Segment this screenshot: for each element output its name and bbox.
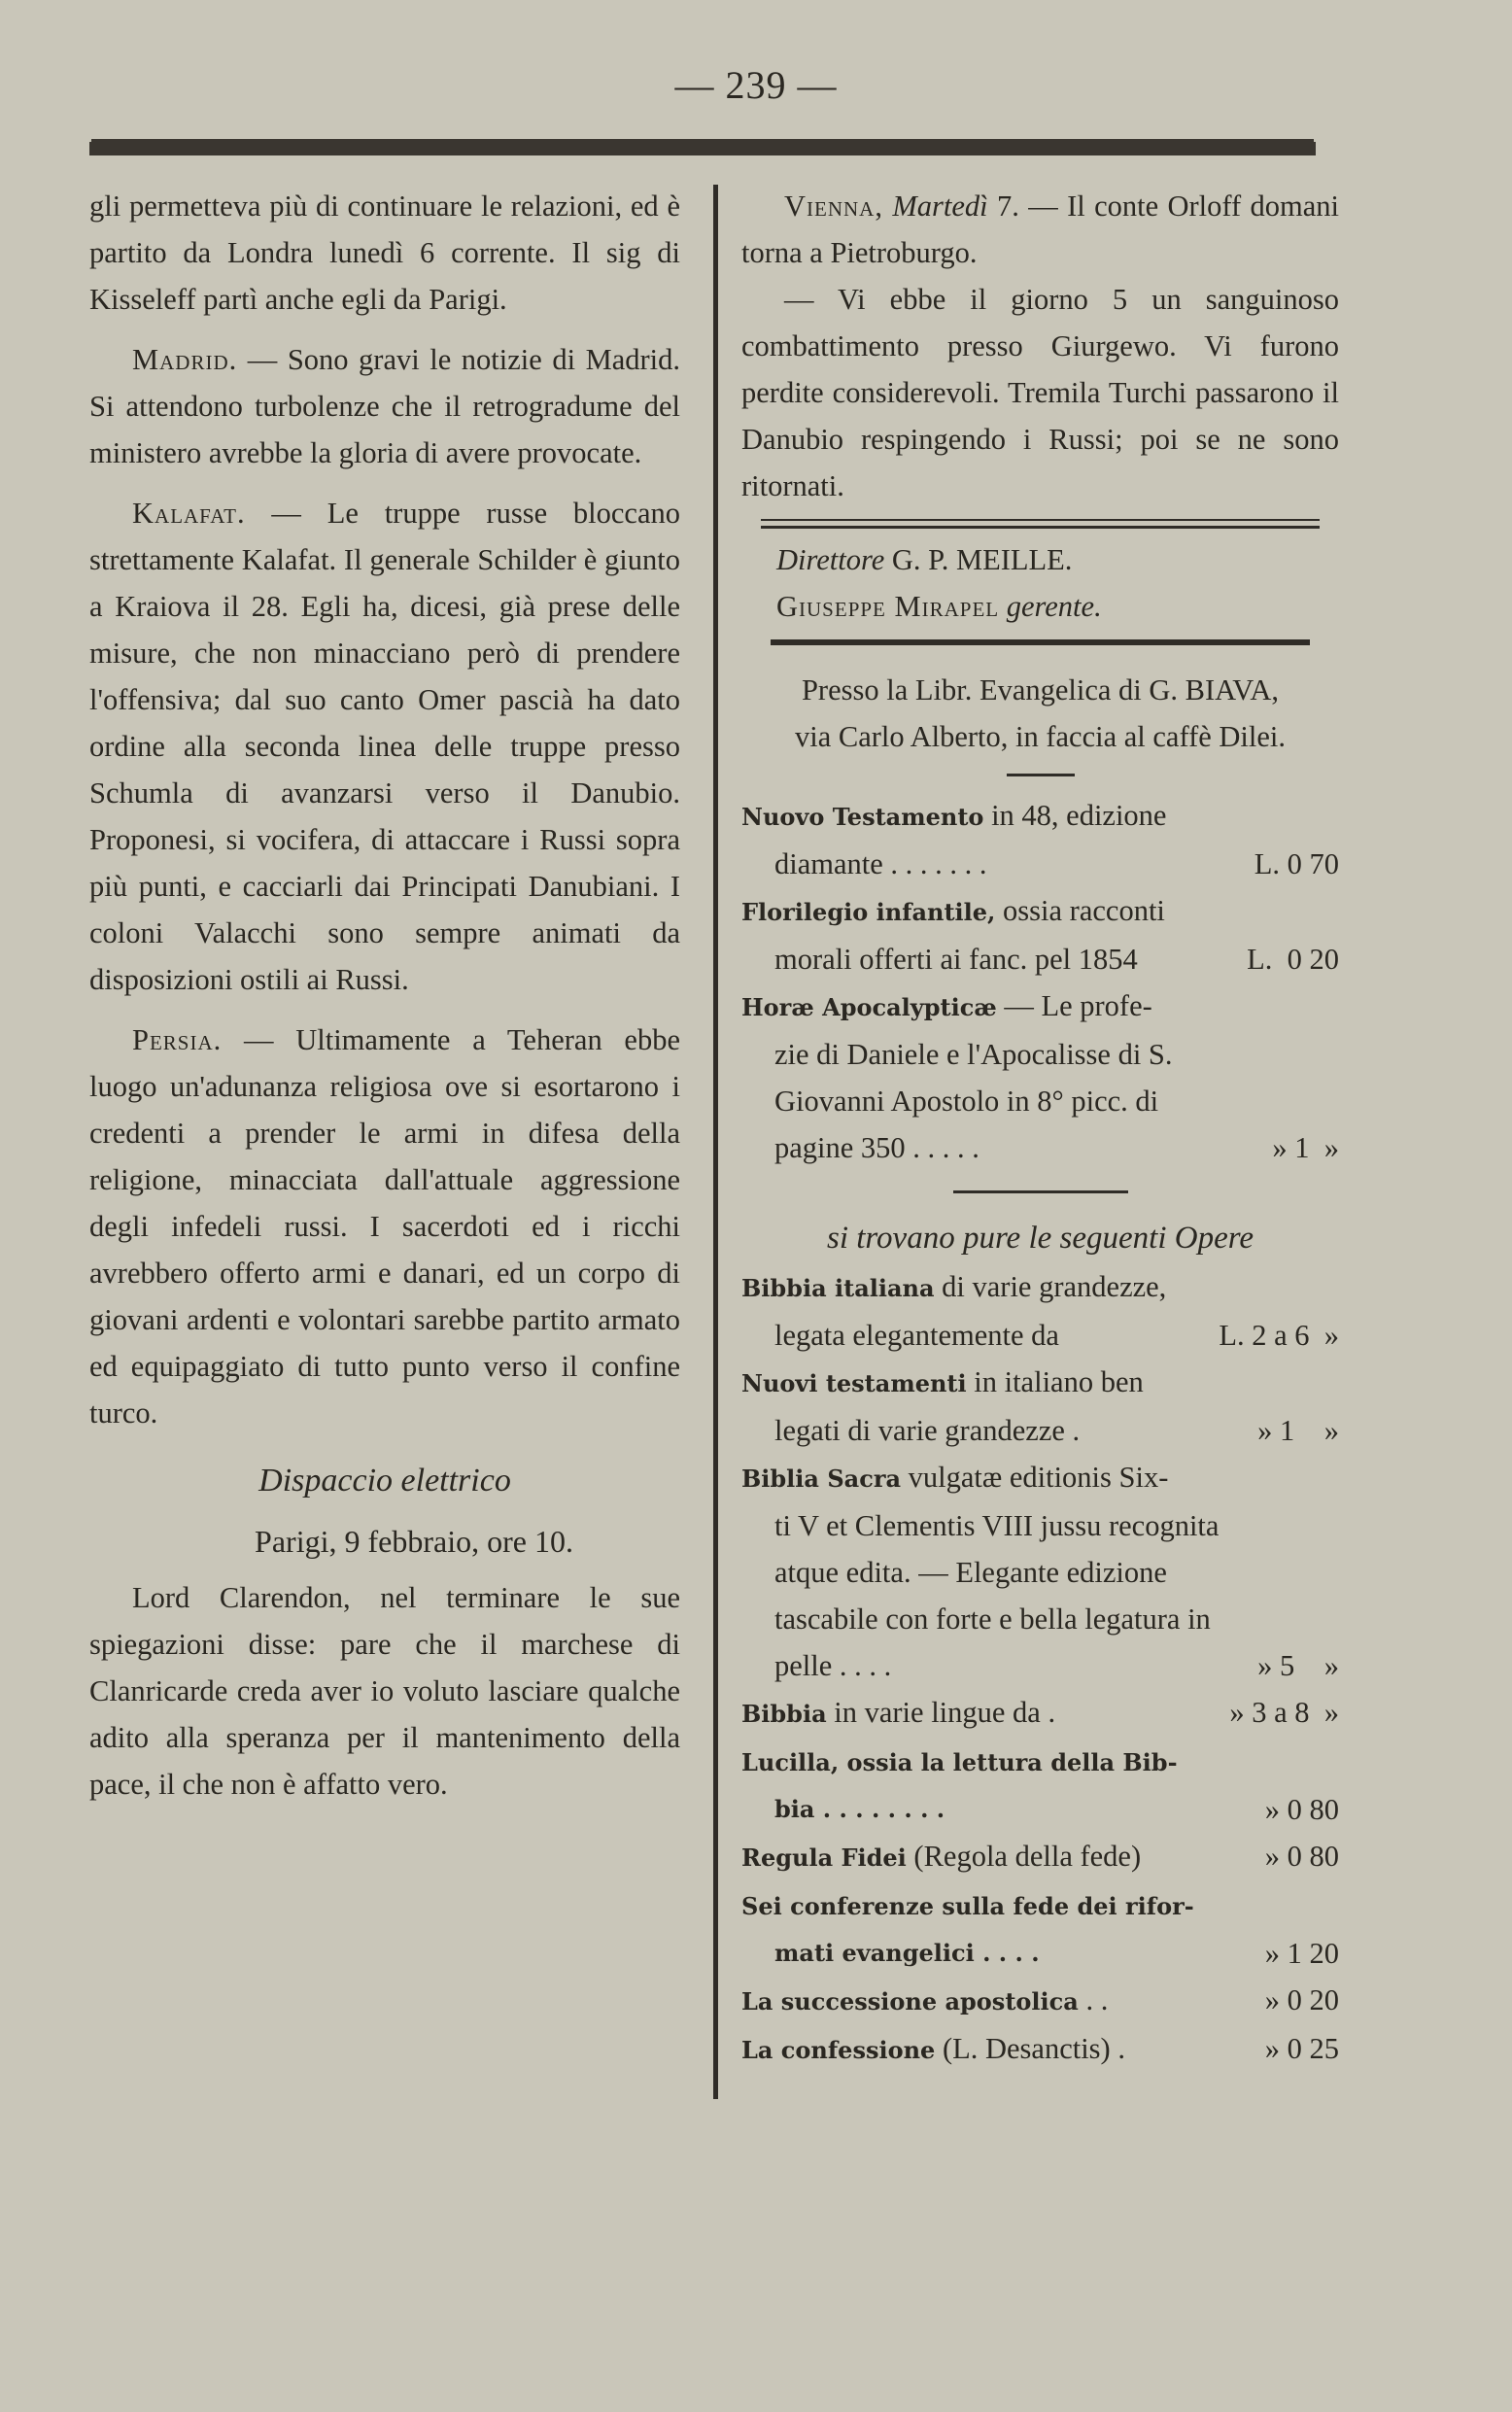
book-price: L. 0 70	[1254, 847, 1339, 880]
book-title: La successione apostolica	[741, 1987, 1079, 2016]
double-rule	[761, 519, 1320, 529]
book-entry	[741, 887, 1339, 982]
book-entry	[741, 1263, 1339, 1359]
book-detail: mati evangelici . . . .	[774, 1939, 1040, 1967]
book-price: » 0 80	[1264, 1793, 1339, 1826]
paragraph-persia	[89, 1016, 680, 1436]
bookshop-line-2: via Carlo Alberto, in faccia al caffè Dilei.	[794, 720, 1286, 753]
book-detail: morali offerti ai fanc. pel 1854	[774, 943, 1138, 976]
book-title: La confessione	[741, 2036, 936, 2064]
book-price: » 1 »	[1272, 1131, 1339, 1164]
book-title: Lucilla,	[741, 1748, 840, 1776]
short-rule	[1007, 774, 1075, 776]
book-title: Florilegio infantile,	[741, 898, 996, 926]
paragraph-giurgewo: — Vi ebbe il giorno 5 un sanguinoso combattimento presso Giurgewo. Vi furono perdite considerevoli. Tremila Turchi passarono il Danubio respingendo i Russi; poi se ne sono ritornati.	[741, 283, 1339, 502]
book-title: Nuovo Testamento	[741, 803, 984, 831]
dateline-kalafat: Kalafat.	[132, 497, 246, 530]
book-text: (L. Desanctis) .	[935, 2032, 1125, 2065]
book-price: » 3 a 8 »	[1229, 1696, 1339, 1729]
book-price: » 0 20	[1264, 1983, 1339, 2016]
book-title: Bibbia italiana	[741, 1274, 935, 1302]
dispatch-dateline: Parigi, 9 febbraio, ore 10.	[255, 1524, 573, 1559]
book-entry	[741, 1454, 1339, 1689]
book-text: vulgatæ editionis Six-	[901, 1461, 1169, 1494]
paragraph-persia-text: — Ultimamente a Teheran ebbe luogo un'adunanza religiosa ove si esortarono i credenti a prender le armi in difesa della religione, minacciata dall'attuale aggressione degli infedeli russi. I sacerdoti ed i ricchi avrebbero offerto armi e danari, ed un corpo di giovani ardenti e volontari sarebbe partito armato ed equipaggiato di tutto punto verso il confine turco.	[89, 1023, 680, 1430]
book-price: » 5 »	[1257, 1649, 1339, 1682]
paragraph-kalafat-text: — Le truppe russe bloccano strettamente Kalafat. Il generale Schilder è giunto a Kraiova il 28. Egli ha, dicesi, già prese delle misure, che non minacciano però di prendere l'offensiva; dal suo canto Omer pascià ha dato ordine alla seconda linea delle truppe presso Schumla di avanzarsi verso il Danubio. Proponesi, si vocifera, di attaccare i Russi sopra più punti, e cacciarli dai Principati Danubiani. I coloni Valacchi sono sempre animati da disposizioni ostili ai Russi.	[89, 497, 680, 996]
manager-name: Giuseppe Mirapel	[776, 590, 1000, 623]
book-title: Sei conferenze sulla fede dei rifor-	[741, 1892, 1194, 1920]
book-entry	[741, 1881, 1339, 1977]
book-text: (Regola della fede)	[906, 1840, 1142, 1873]
book-text: in varie lingue da .	[826, 1696, 1056, 1729]
book-entry	[741, 1977, 1339, 2025]
book-price: » 1 »	[1257, 1414, 1339, 1447]
book-detail: diamante . . . . . . .	[774, 847, 987, 880]
book-title: Regula Fidei	[741, 1843, 907, 1872]
paragraph-vienna-text: 7. — Il conte Orloff domani torna a Pietroburgo.	[741, 190, 1340, 269]
mid-rule	[953, 1190, 1128, 1193]
column-divider	[713, 185, 718, 2099]
director-line	[741, 536, 1339, 583]
book-detail: legati di varie grandezze .	[774, 1414, 1081, 1447]
paragraph-kalafat	[89, 490, 680, 1003]
book-title: Biblia Sacra	[741, 1464, 902, 1493]
book-detail: bia . . . . . . . .	[774, 1795, 945, 1823]
manager-label: gerente.	[999, 590, 1102, 623]
book-entry	[741, 1689, 1339, 1738]
book-text: . .	[1078, 1983, 1109, 2016]
book-list-2	[741, 1263, 1339, 2074]
book-price: L. 0 20	[1247, 943, 1339, 976]
book-detail: legata elegantemente da	[774, 1319, 1059, 1352]
book-text: ossia la lettura della Bib-	[839, 1748, 1178, 1776]
paragraph-vienna	[741, 183, 1339, 276]
header-rule	[89, 142, 1316, 155]
book-list-1	[741, 792, 1339, 1171]
section-heading: Dispaccio elettrico	[258, 1463, 511, 1499]
book-text: ossia racconti	[995, 894, 1165, 927]
book-title: Horæ Apocalypticæ	[741, 993, 997, 1021]
book-entry	[741, 792, 1339, 887]
book-title: Bibbia	[741, 1700, 827, 1728]
page-number: — 239 —	[674, 63, 838, 107]
paragraph-madrid	[89, 336, 680, 476]
paragraph-clarendon: Lord Clarendon, nel terminare le sue spiegazioni disse: pare che il marchese di Clanricarde creda aver io voluto lasciare qualche adito alla speranza per il mantenimento della pace, il che non è affatto vero.	[89, 1581, 680, 1801]
book-entry	[741, 1359, 1339, 1454]
book-price: » 1 20	[1264, 1937, 1339, 1970]
dateline-madrid: Madrid.	[132, 343, 238, 376]
book-detail: zie di Daniele e l'Apocalisse di S. Giovanni Apostolo in 8° picc. di pagine 350 . . . . .	[774, 1038, 1173, 1164]
book-entry	[741, 2025, 1339, 2074]
left-column	[89, 183, 680, 1808]
book-text: di varie grandezze,	[934, 1270, 1167, 1303]
book-entry	[741, 1738, 1339, 1833]
also-available-heading: si trovano pure le seguenti Opere	[827, 1221, 1254, 1256]
book-entry	[741, 982, 1339, 1171]
dateline-day: Martedì	[882, 190, 988, 223]
book-title: Nuovi testamenti	[741, 1369, 967, 1397]
paragraph-madrid-text: — Sono gravi le notizie di Madrid. Si attendono turbolenze che il retrogradume del ministero avrebbe la gloria di avere provocate.	[89, 343, 680, 469]
dateline-vienna: Vienna,	[784, 190, 883, 223]
book-entry	[741, 1833, 1339, 1881]
manager-line	[741, 583, 1339, 630]
thick-rule	[771, 639, 1310, 645]
bookshop-line-1: Presso la Libr. Evangelica di G. BIAVA,	[801, 673, 1280, 706]
director-name: G. P. MEILLE.	[884, 543, 1073, 576]
director-label: Direttore	[776, 543, 885, 576]
book-price: » 0 80	[1264, 1840, 1339, 1873]
paragraph-continuation: gli permetteva più di continuare le relazioni, ed è partito da Londra lunedì 6 corrente. Il sig di Kisseleff partì anche egli da Parigi.	[89, 190, 680, 316]
book-text: in 48, edizione	[983, 799, 1167, 832]
book-price: L. 2 a 6 »	[1219, 1319, 1339, 1352]
book-price: » 0 25	[1264, 2032, 1339, 2065]
right-column	[741, 183, 1339, 2074]
book-detail: ti V et Clementis VIII jussu recognita atque edita. — Elegante edizione tascabile con forte e bella legatura in pelle . . . .	[774, 1509, 1220, 1682]
book-text: in italiano ben	[966, 1365, 1144, 1398]
book-text: — Le profe-	[996, 989, 1152, 1022]
dateline-persia: Persia.	[132, 1023, 223, 1056]
